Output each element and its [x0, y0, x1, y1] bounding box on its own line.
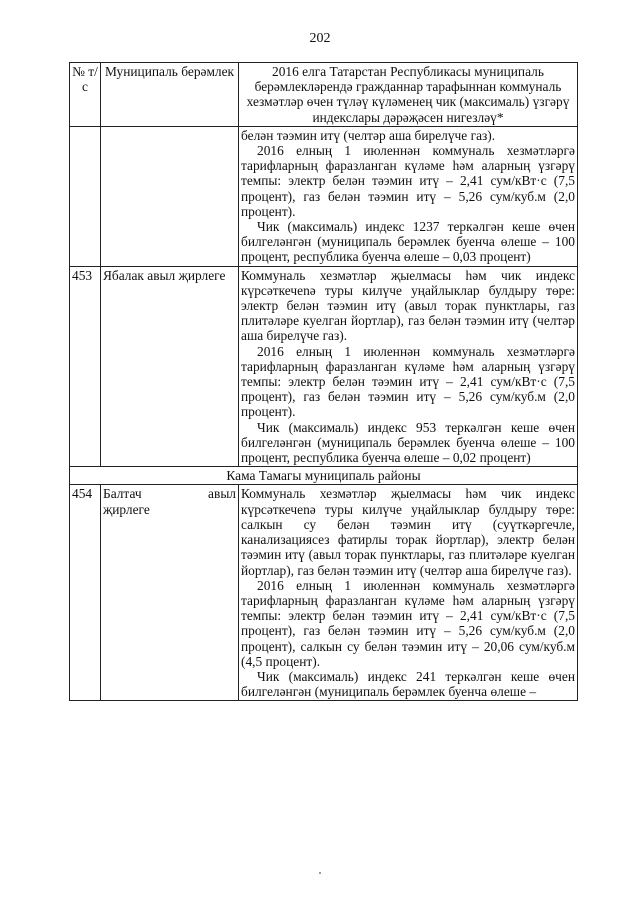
row-number: [70, 126, 101, 266]
section-title: Кама Тамагы муниципаль районы: [70, 467, 578, 485]
municipality-name: Балтач: [103, 486, 142, 502]
header-description: 2016 елга Татарстан Республикасы муниципаль берәмлекләрендә гражданнар тарафыннан коммуналь хезмәтләр өчен түләү күләменең чик (максималь) үзгәрү индекслары дәрәҗәсен нигезләү*: [239, 63, 578, 127]
description-paragraph: Коммуналь хезмәтләр җыелмасы һәм чик индекс күрсәткечenә туры килүче уңайлыклар булдыру төре: электр белән тәэмин итү (авыл торак пунктлары, газ плитәләре куелган йортлар), газ белән тәэмин итү (челтәр аша бирелүче газ).: [241, 267, 575, 344]
index-table: [69, 62, 578, 701]
row-description: [239, 126, 578, 266]
row-municipality: [101, 485, 239, 701]
row-description: [239, 266, 578, 467]
description-paragraph: Чик (максималь) индекс 953 теркәлгән кеше өчен билгеләнгән (муниципаль берәмлек буенча өлеше – 100 процент, республика буенча өлеше – 0,02 процент): [241, 419, 575, 466]
row-number: 453: [70, 266, 101, 467]
description-paragraph: 2016 елның 1 июленнән коммуналь хезмәтләргә тарифларның фаразланган күләме һәм аларның үзгәрү темпы: электр белән тәэмин итү – 2,41 сум/кВт·с (7,5 процент), газ белән тәэмин итү – 5,26 сум/куб.м (2,0 процент), салкын су белән тәэмин итү – 20,06 сум/куб.м (4,5 процент).: [241, 577, 575, 669]
description-paragraph: Чик (максималь) индекс 1237 теркәлгән кеше өчен билгеләнгән (муниципаль берәмлек буенча өлеше – 100 процент, республика буенча өлеше – 0,03 процент): [241, 219, 575, 265]
description-paragraph: Чик (максималь) индекс 241 теркәлгән кеше өчен билгеләнгән (муниципаль берәмлек буенча өлеше –: [241, 668, 575, 700]
scan-speck: [319, 872, 321, 874]
municipality-suffix: җирлеге: [103, 501, 150, 517]
row-number: 454: [70, 485, 101, 701]
row-description: [239, 485, 578, 701]
header-municipality: Муниципаль берәмлек: [101, 63, 239, 127]
table-row: [70, 126, 578, 266]
description-paragraph: белән тәэмин итү (челтәр аша бирелүче газ).: [241, 127, 496, 143]
description-paragraph: Коммуналь хезмәтләр җыелмасы һәм чик индекс күрсәткечenә туры килүче уңайлыклар булдыру төре: салкын су белән тәэмин итү (суүткәргечле, канализациясез фатирлы торак йортлар), электр белән тәэмин итү (авыл торак пунктлары, газ плитәләре куелган йортлар), газ белән тәэмин итү (челтәр аша бирелүче газ).: [241, 486, 575, 578]
table-row: [70, 266, 578, 467]
page-number: 202: [309, 31, 331, 46]
row-municipality: [101, 126, 239, 266]
section-row: [70, 467, 578, 485]
description-paragraph: 2016 елның 1 июленнән коммуналь хезмәтләргә тарифларның фаразланган күләме һәм аларның үзгәрү темпы: электр белән тәэмин итү – 2,41 сум/кВт·с (7,5 процент), газ белән тәэмин итү – 5,26 сум/куб.м (2,0 процент).: [241, 143, 575, 219]
description-paragraph: 2016 елның 1 июленнән коммуналь хезмәтләргә тарифларның фаразланган күләме һәм аларның үзгәрү темпы: электр белән тәэмин итү – 2,41 сум/кВт·с (7,5 процент), газ белән тәэмин итү – 5,26 сум/куб.м (2,0 процент).: [241, 343, 575, 420]
header-number: № т/с: [70, 63, 101, 127]
municipality-type: авыл: [208, 486, 236, 502]
table-row: [70, 485, 578, 701]
table-header-row: [70, 63, 578, 127]
row-municipality: Ябалак авыл җирлеге: [101, 266, 239, 467]
